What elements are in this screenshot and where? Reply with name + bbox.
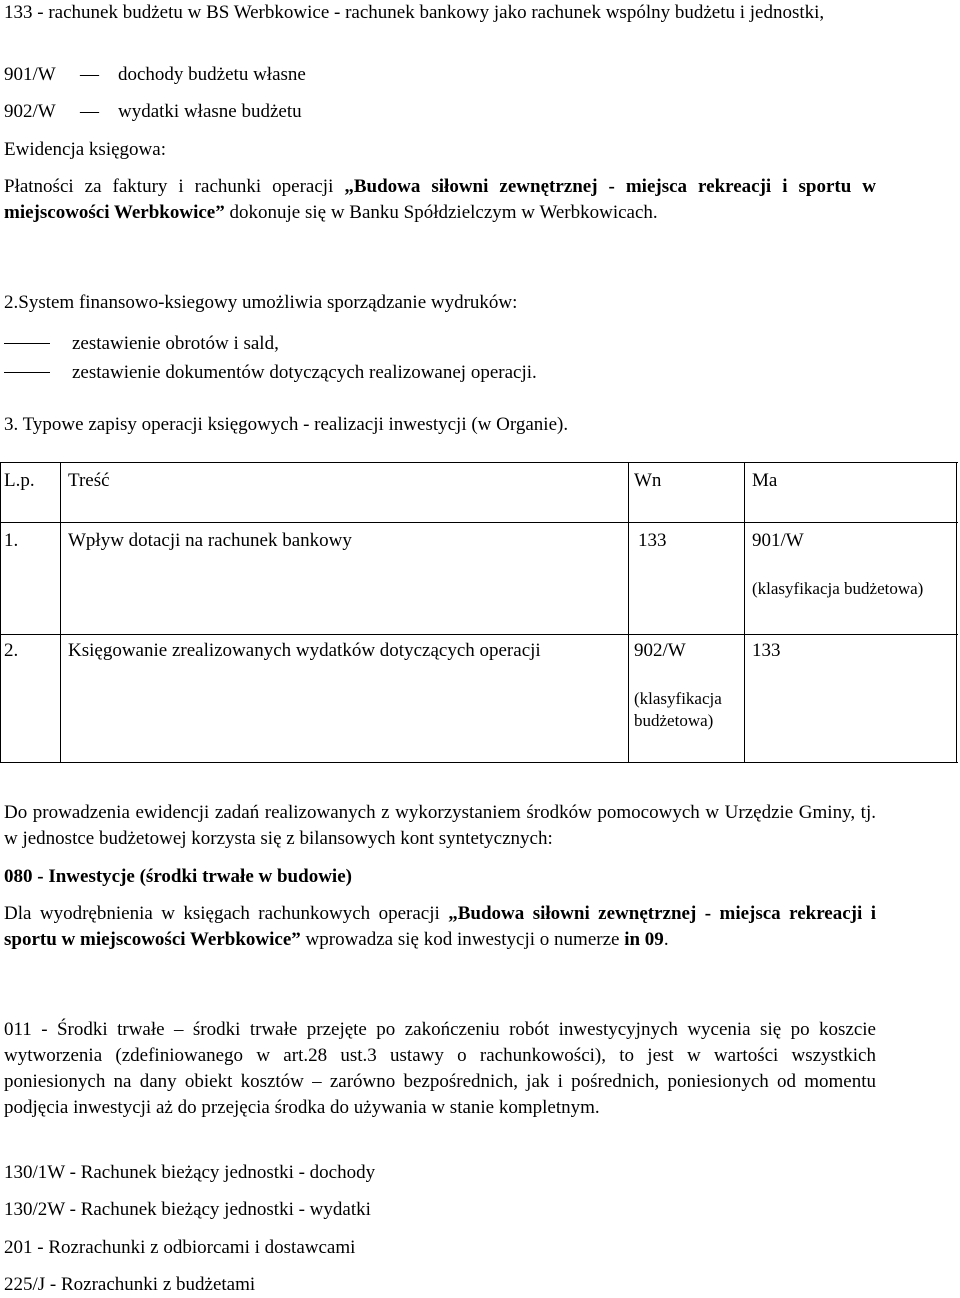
- header-wn: Wn: [634, 470, 662, 491]
- row-lp: 1.: [4, 530, 19, 551]
- row-wn-note: (klasyfikacja budżetowa): [634, 689, 722, 730]
- table-col-divider: [60, 462, 61, 762]
- table-border-left: [0, 462, 1, 762]
- account-901w-line: [4, 62, 876, 88]
- dla-text-end: .: [663, 929, 669, 950]
- table-border-top: [0, 462, 958, 463]
- header-lp: L.p.: [4, 470, 35, 491]
- operation-name: „Budowa siłowni zewnętrznej - miejsca rekreacji i sportu w miejscowości Werbkowice”: [4, 903, 876, 950]
- table-row-divider: [0, 634, 958, 635]
- heading-080: 080 - Inwestycje (środki trwałe w budowie): [4, 866, 352, 887]
- account-902w-line: [4, 99, 876, 125]
- account-description: wydatki własne budżetu: [118, 101, 302, 122]
- table-border-right: [956, 462, 957, 762]
- investment-code: in 09: [624, 929, 664, 950]
- row-lp: 2.: [4, 640, 19, 661]
- header-ma: Ma: [752, 470, 778, 491]
- account-011-paragraph: 011 - Środki trwałe – środki trwałe przejęte po zakończeniu robót inwestycyjnych wycenia się po koszcie wytworzenia (zdefiniowanego w art.28 ust.3 ustawy o rachunkowości), to jest w wartości wszystkich poniesionych na dany obiekt kosztów – zarówno bezpośrednich, jak i pośrednich, poniesionych od momentu podjęcia inwestycji aż do przejęcia środka do używania w stanie kompletnym.: [4, 1019, 876, 1118]
- dash-separator: —: [80, 64, 99, 85]
- row-tresc: [68, 638, 624, 664]
- account-1302w: 130/2W - Rachunek bieżący jednostki - wydatki: [4, 1199, 371, 1220]
- account-code: 902/W: [4, 101, 56, 122]
- dash-bullet: [4, 372, 50, 373]
- dla-wyodrebnienia-paragraph: [4, 901, 876, 953]
- table-col-divider: [744, 462, 745, 762]
- account-description: dochody budżetu własne: [118, 64, 306, 85]
- row-tresc-text: Księgowanie zrealizowanych wydatków dotyczących operacji: [68, 640, 541, 661]
- platnosci-text-b: dokonuje się w Banku Spółdzielczym w Werbkowicach.: [224, 202, 658, 223]
- row-ma: 901/W: [752, 530, 804, 551]
- table-col-divider: [628, 462, 629, 762]
- ewidencja-heading: Ewidencja księgowa:: [4, 139, 166, 160]
- account-225j: 225/J - Rozrachunki z budżetami: [4, 1274, 256, 1295]
- list-item-text: zestawienie obrotów i sald,: [72, 333, 279, 354]
- dla-text-a: Dla wyodrębnienia w księgach rachunkowych operacji: [4, 903, 449, 924]
- section-2-title: 2.System finansowo-ksiegowy umożliwia sporządzanie wydruków:: [4, 292, 518, 313]
- platnosci-text-a: Płatności za faktury i rachunki operacji: [4, 176, 345, 197]
- dla-text-b: wprowadza się kod inwestycji o numerze: [300, 929, 625, 950]
- account-code: 901/W: [4, 64, 56, 85]
- header-tresc: Treść: [68, 470, 110, 491]
- platnosci-paragraph: [4, 174, 876, 226]
- section-3-title: 3. Typowe zapisy operacji księgowych - realizacji inwestycji (w Organie).: [4, 414, 569, 435]
- row-wn: 133: [638, 530, 667, 551]
- table-border-bottom: [0, 762, 958, 763]
- do-prowadzenia-paragraph: Do prowadzenia ewidencji zadań realizowanych z wykorzystaniem środków pomocowych w Urzędzie Gminy, tj. w jednostce budżetowej korzysta się z bilansowych kont syntetycznych:: [4, 802, 876, 849]
- row-ma-note: (klasyfikacja budżetowa): [752, 579, 924, 598]
- account-133-description: 133 - rachunek budżetu w BS Werbkowice - rachunek bankowy jako rachunek wspólny budżetu i jednostki,: [4, 2, 825, 23]
- list-item-text: zestawienie dokumentów dotyczących realizowanej operacji.: [72, 362, 537, 383]
- account-1301w: 130/1W - Rachunek bieżący jednostki - dochody: [4, 1162, 376, 1183]
- dash-bullet: [4, 343, 50, 344]
- operation-name: „Budowa siłowni zewnętrznej - miejsca rekreacji i sportu w miejscowości Werbkowice”: [4, 176, 876, 223]
- row-tresc: Wpływ dotacji na rachunek bankowy: [68, 530, 352, 551]
- account-201: 201 - Rozrachunki z odbiorcami i dostawcami: [4, 1237, 356, 1258]
- row-wn: 902/W: [634, 640, 686, 661]
- dash-separator: —: [80, 101, 99, 122]
- table-row-divider: [0, 522, 958, 523]
- row-ma: 133: [752, 640, 781, 661]
